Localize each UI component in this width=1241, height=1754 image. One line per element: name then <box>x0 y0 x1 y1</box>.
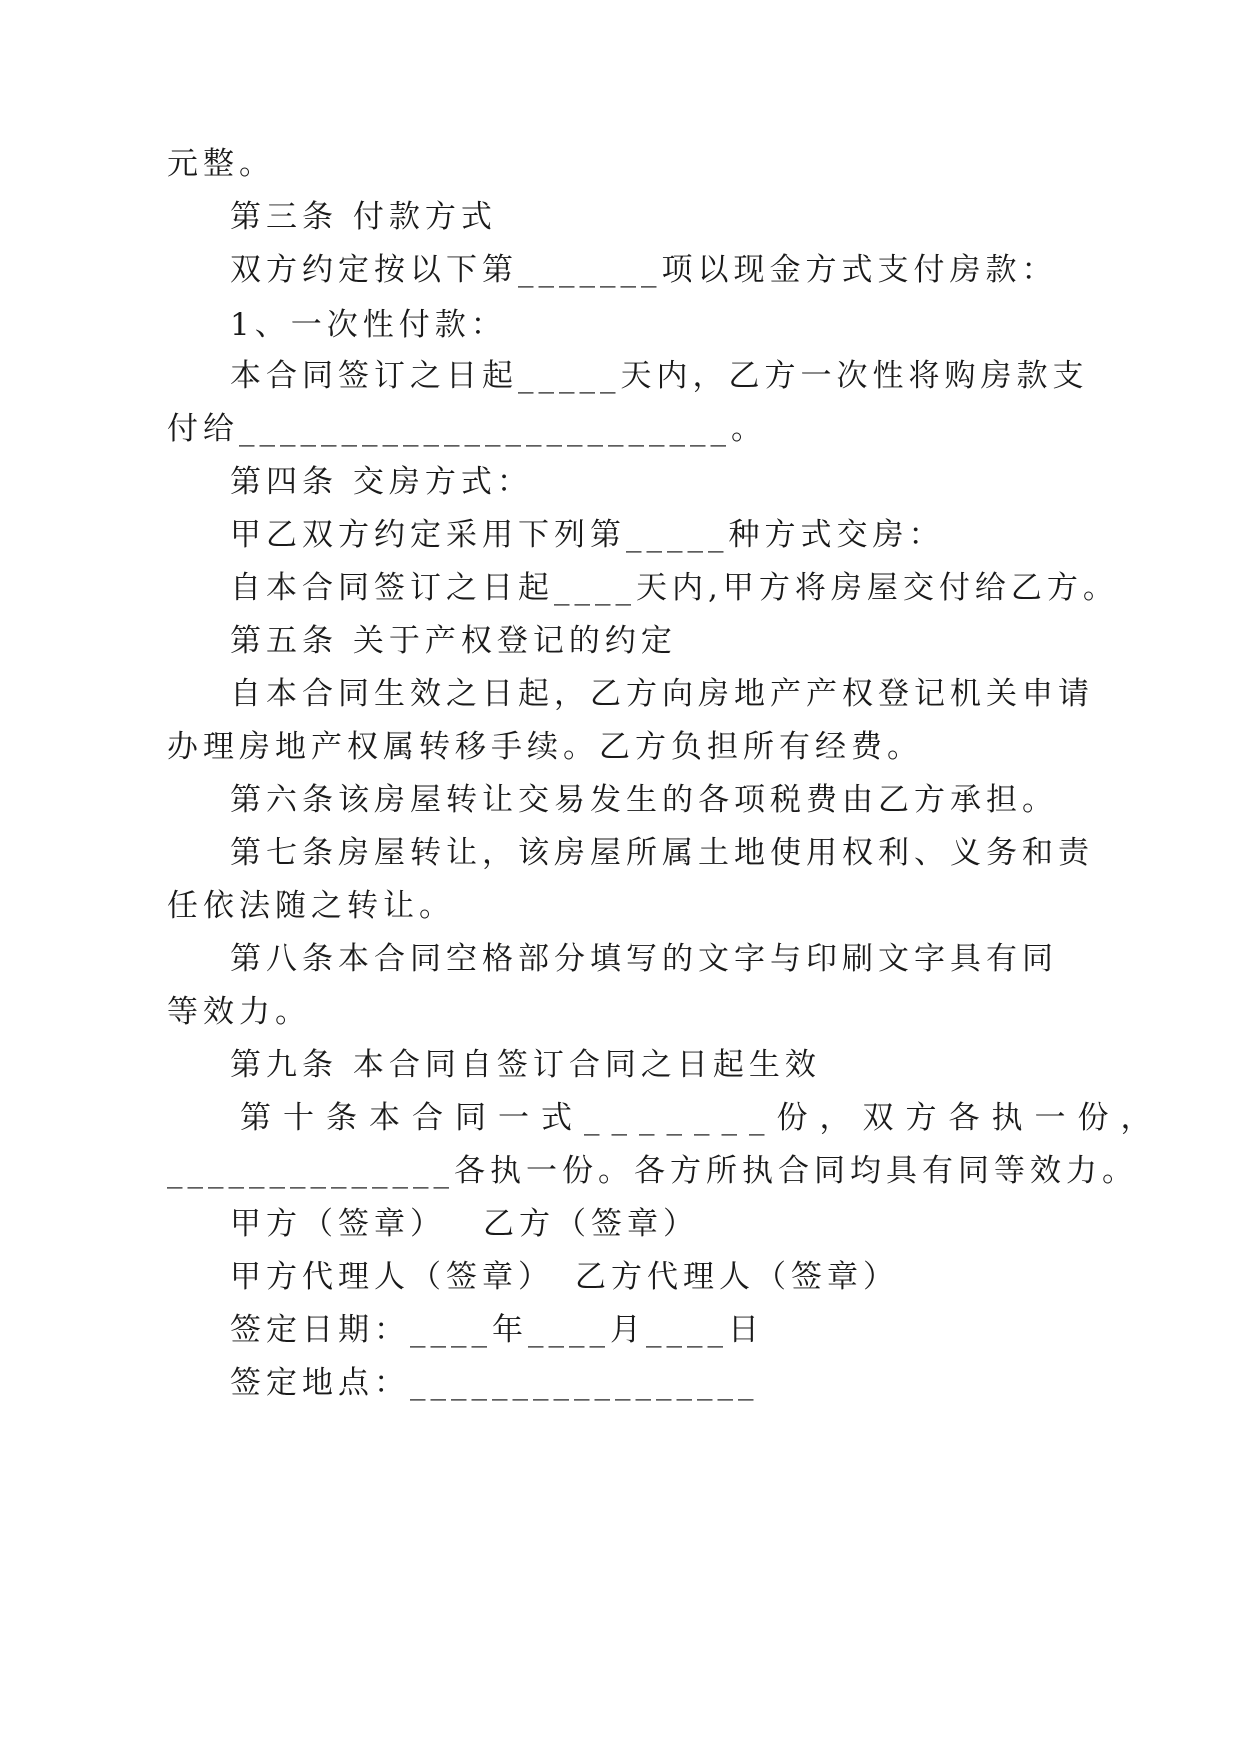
signature-party-b: 乙方（签章） <box>483 1206 699 1242</box>
text-line-17: 等效力。 <box>167 994 311 1030</box>
clause-8: 第八条本合同空格部分填写的文字与印刷文字具有同 <box>230 941 1058 977</box>
text-line-4: 1、一次性付款： <box>230 307 507 343</box>
signing-date: 签定日期：____年____月____日 <box>230 1312 764 1348</box>
clause-9: 第九条 本合同自签订合同之日起生效 <box>230 1047 821 1083</box>
text-line-20: ______________各执一份。各方所执合同均具有同等效力。 <box>167 1153 1138 1189</box>
clause-10: 第十条本合同一式_______份，双方各执一份， <box>240 1100 1164 1136</box>
text-line-15: 任依法随之转让。 <box>167 888 455 924</box>
text-line-1: 元整。 <box>167 146 275 182</box>
clause-5-heading: 第五条 关于产权登记的约定 <box>230 623 677 659</box>
text-line-3: 双方约定按以下第_______项以现金方式支付房款： <box>230 252 1058 288</box>
text-line-11: 自本合同生效之日起，乙方向房地产产权登记机关申请 <box>230 676 1094 712</box>
signature-agent-a: 甲方代理人（签章） <box>230 1259 554 1295</box>
text-line-6: 付给________________________。 <box>167 411 767 447</box>
signing-place: 签定地点：_________________ <box>230 1365 759 1401</box>
clause-6: 第六条该房屋转让交易发生的各项税费由乙方承担。 <box>230 782 1058 818</box>
signature-party-a: 甲方（签章） <box>230 1206 446 1242</box>
clause-3-heading: 第三条 付款方式 <box>230 199 497 235</box>
clause-7: 第七条房屋转让，该房屋所属土地使用权利、义务和责 <box>230 835 1094 871</box>
text-line-5: 本合同签订之日起_____天内，乙方一次性将购房款支 <box>230 358 1089 394</box>
text-line-8: 甲乙双方约定采用下列第_____种方式交房： <box>230 517 945 553</box>
text-line-9: 自本合同签订之日起____天内,甲方将房屋交付给乙方。 <box>230 570 1119 606</box>
signature-agent-b: 乙方代理人（签章） <box>575 1259 899 1295</box>
text-line-12: 办理房地产权属转移手续。乙方负担所有经费。 <box>167 729 923 765</box>
clause-4-heading: 第四条 交房方式： <box>230 464 533 500</box>
